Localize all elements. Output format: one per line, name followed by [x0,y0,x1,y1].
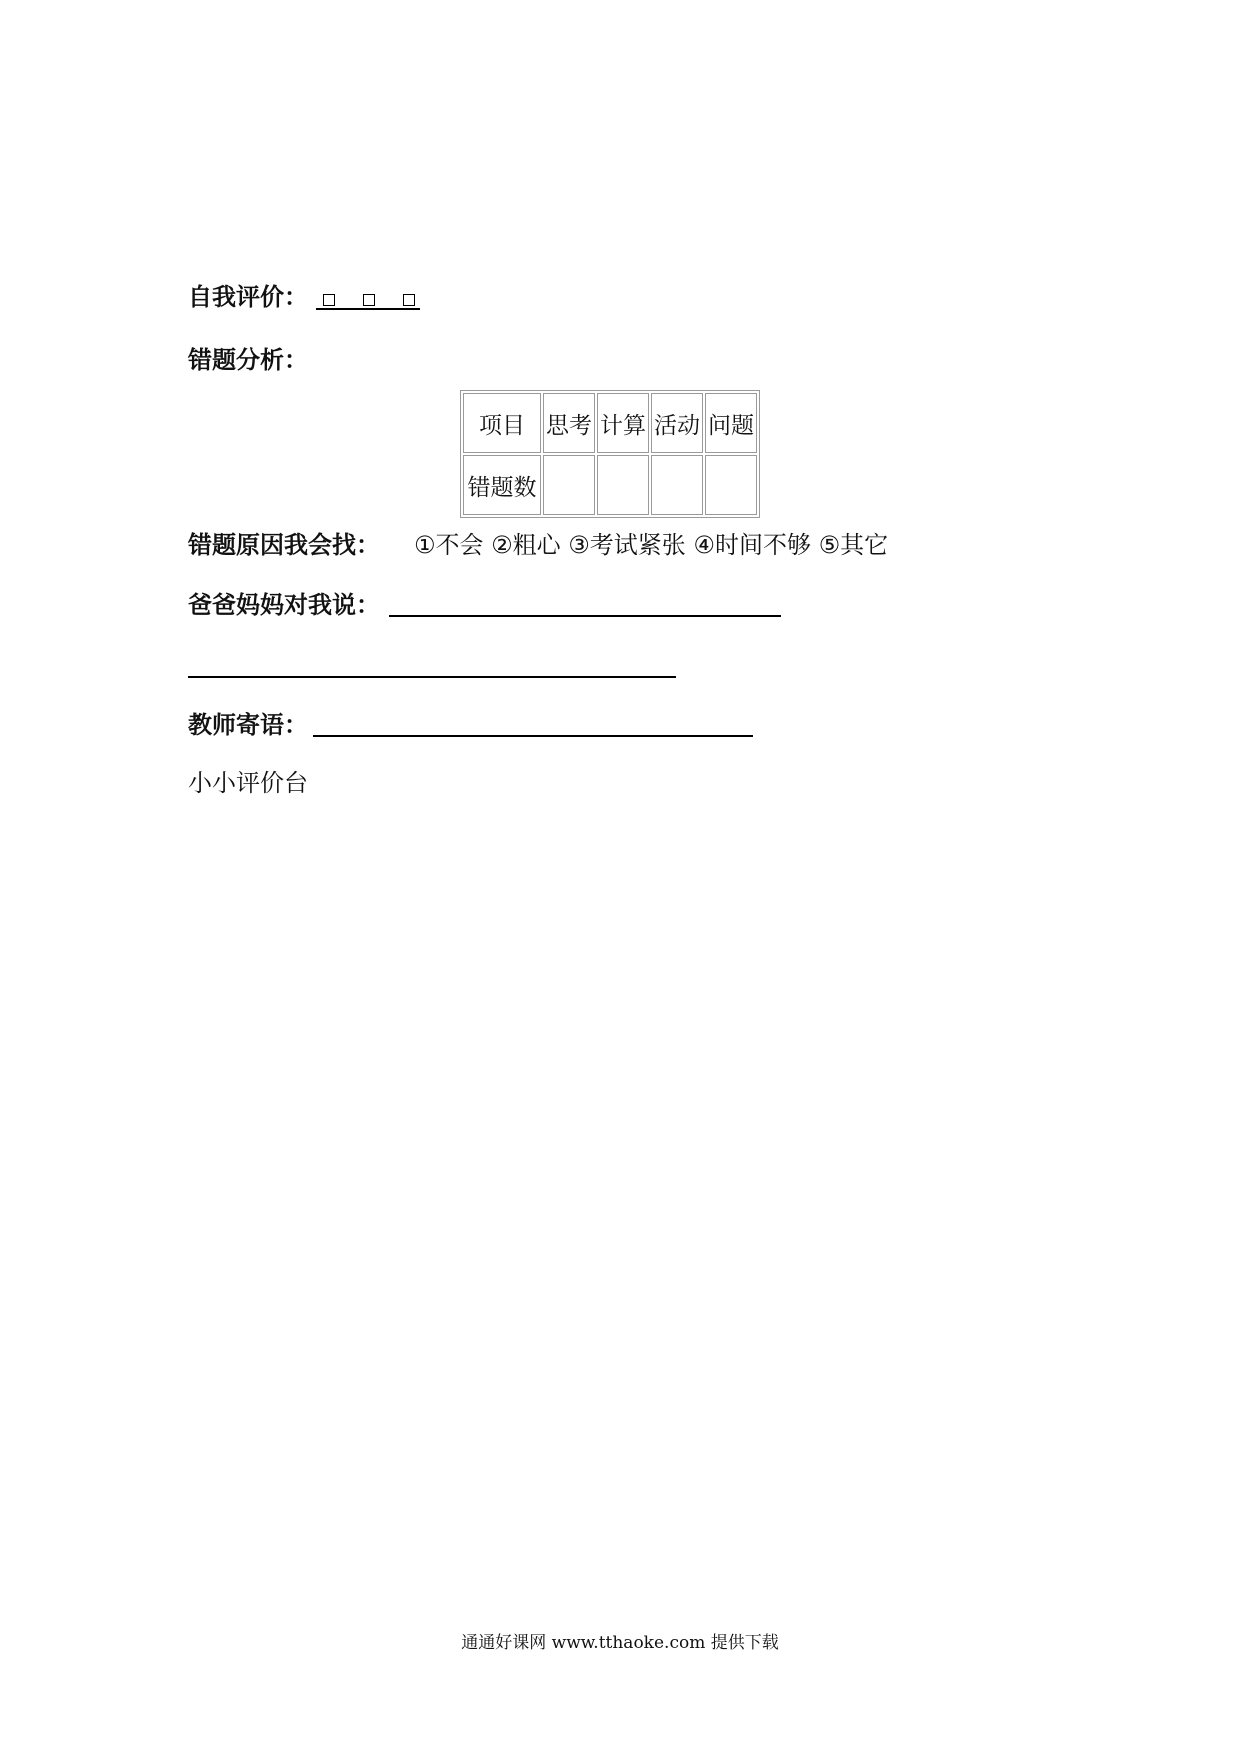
table-header-cell: 问题 [705,393,757,453]
table-header-cell: 计算 [597,393,649,453]
parents-comment-label: 爸爸妈妈对我说： [188,591,380,619]
self-evaluation-boxes [316,286,420,310]
table-cell-input[interactable] [651,455,703,515]
self-evaluation-label: 自我评价： [188,283,308,311]
error-reasons-options: ①不会 ②粗心 ③考试紧张 ④时间不够 ⑤其它 [414,531,889,559]
table-header-cell: 思考 [543,393,595,453]
error-reasons-row [188,530,888,560]
table-cell-input[interactable] [705,455,757,515]
self-eval-checkbox-3[interactable] [403,294,415,306]
table-header-cell: 活动 [651,393,703,453]
table-row-label: 错题数 [463,455,541,515]
table-cell-input[interactable] [597,455,649,515]
teacher-comment-label: 教师寄语： [188,711,308,739]
parents-comment-line-2[interactable] [188,676,676,678]
table-header-cell: 项目 [463,393,541,453]
self-eval-checkbox-2[interactable] [363,294,375,306]
teacher-comment-line[interactable] [313,735,753,737]
parents-comment-line[interactable] [389,615,781,617]
small-evaluation-title: 小小评价台 [188,769,308,797]
error-analysis-table [460,390,760,518]
table-row [463,455,757,515]
self-eval-checkbox-1[interactable] [323,294,335,306]
page-footer: 通通好课网 www.tthaoke.com 提供下载 [461,1633,779,1653]
error-analysis-label: 错题分析： [188,346,308,374]
error-reasons-label: 错题原因我会找： [188,531,380,559]
table-cell-input[interactable] [543,455,595,515]
table-header-row [463,393,757,453]
